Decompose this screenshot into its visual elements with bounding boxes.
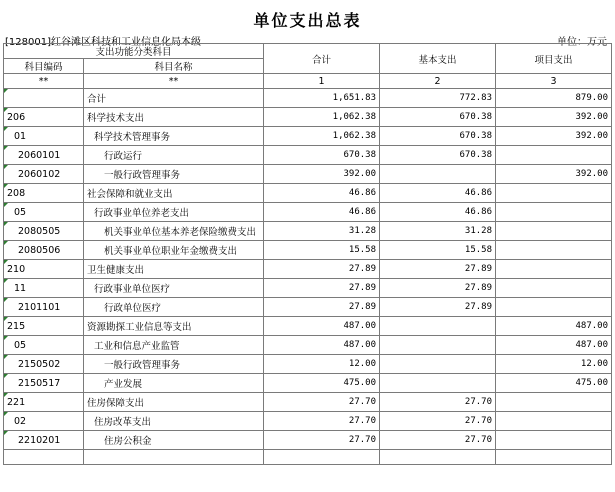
row-project: 392.00: [496, 127, 612, 146]
row-code: 2101101: [4, 298, 84, 317]
row-code: 206: [4, 108, 84, 127]
header-name: 科目名称: [84, 59, 264, 74]
table-row: [4, 222, 612, 241]
row-code: 208: [4, 184, 84, 203]
row-basic: 27.89: [380, 298, 496, 317]
table-row: [4, 260, 612, 279]
table-row: [4, 165, 612, 184]
row-total: 670.38: [264, 146, 380, 165]
row-basic: 670.38: [380, 127, 496, 146]
table-row: [4, 317, 612, 336]
row-total: 27.89: [264, 279, 380, 298]
row-total: 46.86: [264, 184, 380, 203]
table-row: [4, 355, 612, 374]
row-basic: 27.89: [380, 260, 496, 279]
table-row: [4, 146, 612, 165]
row-total: 487.00: [264, 317, 380, 336]
row-name: 资源勘探工业信息等支出: [84, 317, 264, 336]
row-code: 2080506: [4, 241, 84, 260]
row-name: 科学技术支出: [84, 108, 264, 127]
row-name: 行政运行: [84, 146, 264, 165]
row-name: 一般行政管理事务: [84, 355, 264, 374]
row-code: 2060101: [4, 146, 84, 165]
row-code: 05: [4, 336, 84, 355]
empty-cell: [84, 450, 264, 465]
row-total: 475.00: [264, 374, 380, 393]
row-code: 05: [4, 203, 84, 222]
row-code: 2150502: [4, 355, 84, 374]
table-row: [4, 89, 612, 108]
empty-cell: [4, 450, 84, 465]
row-total: 12.00: [264, 355, 380, 374]
row-project: 475.00: [496, 374, 612, 393]
row-project: 392.00: [496, 108, 612, 127]
row-total: 27.89: [264, 260, 380, 279]
row-total: 1,062.38: [264, 127, 380, 146]
row-basic: 46.86: [380, 203, 496, 222]
row-basic: [380, 317, 496, 336]
row-project: [496, 412, 612, 431]
empty-cell: [380, 450, 496, 465]
unit-label: 单位：万元: [557, 37, 607, 48]
row-code: 215: [4, 317, 84, 336]
organization-label: [128001]红谷滩区科技和工业信息化局本级: [5, 37, 201, 48]
row-name: 住房改革支出: [84, 412, 264, 431]
row-basic: 27.89: [380, 279, 496, 298]
row-code: 01: [4, 127, 84, 146]
row-code: 2210201: [4, 431, 84, 450]
row-name: 卫生健康支出: [84, 260, 264, 279]
row-total: 46.86: [264, 203, 380, 222]
row-basic: 46.86: [380, 184, 496, 203]
row-name: 工业和信息产业监管: [84, 336, 264, 355]
row-name: 产业发展: [84, 374, 264, 393]
header-basic: 基本支出: [380, 44, 496, 74]
table-row: [4, 203, 612, 222]
table-row: [4, 184, 612, 203]
header-total: 合计: [264, 44, 380, 74]
row-name: 社会保障和就业支出: [84, 184, 264, 203]
row-total: 31.28: [264, 222, 380, 241]
header-index-2: 2: [380, 74, 496, 89]
row-code: 2080505: [4, 222, 84, 241]
row-basic: 772.83: [380, 89, 496, 108]
row-basic: 670.38: [380, 108, 496, 127]
table-row: [4, 298, 612, 317]
report-title: 单位支出总表: [253, 11, 362, 30]
table-row: [4, 127, 612, 146]
row-total: 392.00: [264, 165, 380, 184]
row-basic: [380, 374, 496, 393]
row-name: 机关事业单位职业年金缴费支出: [84, 241, 264, 260]
row-project: 392.00: [496, 165, 612, 184]
row-project: 12.00: [496, 355, 612, 374]
row-code: [4, 89, 84, 108]
row-name: 科学技术管理事务: [84, 127, 264, 146]
table-row: [4, 393, 612, 412]
row-basic: [380, 336, 496, 355]
row-basic: 27.70: [380, 431, 496, 450]
row-name: 机关事业单位基本养老保险缴费支出: [84, 222, 264, 241]
header-code: 科目编码: [4, 59, 84, 74]
row-project: [496, 260, 612, 279]
row-project: [496, 203, 612, 222]
row-basic: 31.28: [380, 222, 496, 241]
row-basic: 27.70: [380, 393, 496, 412]
row-total: 15.58: [264, 241, 380, 260]
row-project: [496, 241, 612, 260]
row-code: 02: [4, 412, 84, 431]
row-project: 879.00: [496, 89, 612, 108]
table-row: [4, 241, 612, 260]
row-project: [496, 298, 612, 317]
table-row: [4, 108, 612, 127]
row-name: 住房公积金: [84, 431, 264, 450]
table-row-empty: [4, 450, 612, 465]
table-row: [4, 412, 612, 431]
row-project: 487.00: [496, 317, 612, 336]
header-function-class: 支出功能分类科目: [4, 44, 264, 59]
row-basic: [380, 355, 496, 374]
header-name-stars: **: [84, 74, 264, 89]
row-total: 1,651.83: [264, 89, 380, 108]
row-basic: 27.70: [380, 412, 496, 431]
row-basic: 670.38: [380, 146, 496, 165]
row-code: 221: [4, 393, 84, 412]
row-total: 27.70: [264, 393, 380, 412]
row-total: 27.89: [264, 298, 380, 317]
row-total: 27.70: [264, 412, 380, 431]
row-project: [496, 146, 612, 165]
row-code: 2150517: [4, 374, 84, 393]
empty-cell: [264, 450, 380, 465]
row-project: 487.00: [496, 336, 612, 355]
expenditure-table: [3, 43, 612, 465]
row-name: 行政事业单位医疗: [84, 279, 264, 298]
header-index-1: 1: [264, 74, 380, 89]
row-project: [496, 184, 612, 203]
row-code: 210: [4, 260, 84, 279]
table-row: [4, 431, 612, 450]
row-name: 合计: [84, 89, 264, 108]
row-total: 487.00: [264, 336, 380, 355]
row-name: 住房保障支出: [84, 393, 264, 412]
table-row: [4, 279, 612, 298]
row-project: [496, 431, 612, 450]
row-code: 2060102: [4, 165, 84, 184]
table-row: [4, 374, 612, 393]
row-project: [496, 222, 612, 241]
table-row: [4, 336, 612, 355]
row-name: 行政事业单位养老支出: [84, 203, 264, 222]
row-basic: [380, 165, 496, 184]
row-name: 行政单位医疗: [84, 298, 264, 317]
empty-cell: [496, 450, 612, 465]
row-project: [496, 279, 612, 298]
header-project: 项目支出: [496, 44, 612, 74]
header-code-stars: **: [4, 74, 84, 89]
row-total: 27.70: [264, 431, 380, 450]
row-name: 一般行政管理事务: [84, 165, 264, 184]
row-code: 11: [4, 279, 84, 298]
row-basic: 15.58: [380, 241, 496, 260]
row-total: 1,062.38: [264, 108, 380, 127]
row-project: [496, 393, 612, 412]
header-index-3: 3: [496, 74, 612, 89]
